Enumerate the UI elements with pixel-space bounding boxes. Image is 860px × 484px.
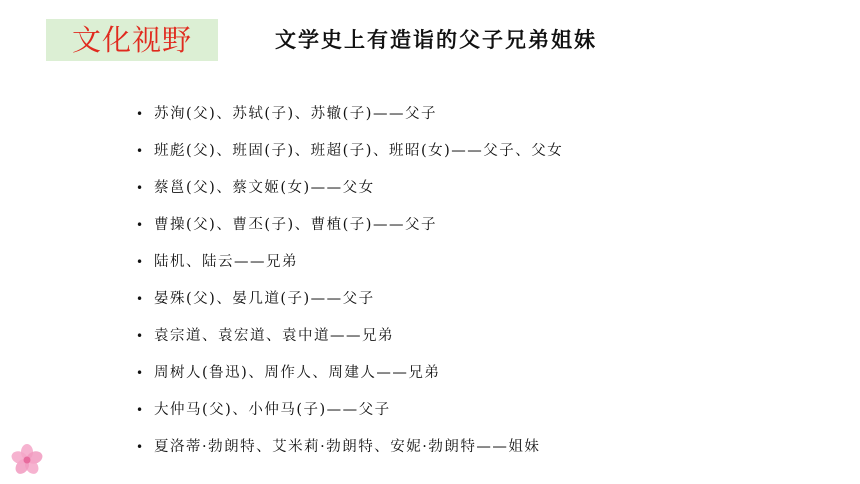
list-item-text: 陆机、陆云——兄弟 — [154, 254, 298, 270]
bullet-icon: • — [136, 144, 145, 158]
bullet-icon: • — [136, 329, 145, 343]
list-item-text: 曹操(父)、曹丕(子)、曹植(子)——父子 — [154, 217, 437, 233]
list-item — [136, 207, 563, 244]
list-item-text: 班彪(父)、班固(子)、班超(子)、班昭(女)——父子、父女 — [154, 143, 564, 159]
list-item-text: 袁宗道、袁宏道、袁中道——兄弟 — [154, 328, 394, 344]
family-list — [136, 96, 563, 466]
list-item-text: 夏洛蒂·勃朗特、艾米莉·勃朗特、安妮·勃朗特——姐妹 — [154, 439, 541, 455]
list-item — [136, 170, 563, 207]
section-tag: 文化视野 — [46, 19, 218, 61]
list-item — [136, 281, 563, 318]
bullet-icon: • — [136, 218, 145, 232]
slide-title: 文学史上有造诣的父子兄弟姐妹 — [275, 27, 597, 52]
list-item-text: 大仲马(父)、小仲马(子)——父子 — [154, 402, 391, 418]
list-item-text: 蔡邕(父)、蔡文姬(女)——父女 — [154, 180, 375, 196]
bullet-icon: • — [136, 107, 145, 121]
bullet-icon: • — [136, 292, 145, 306]
list-item-text: 晏殊(父)、晏几道(子)——父子 — [154, 291, 375, 307]
list-item-text: 周树人(鲁迅)、周作人、周建人——兄弟 — [154, 365, 441, 381]
list-item — [136, 96, 563, 133]
bullet-icon: • — [136, 403, 145, 417]
list-item — [136, 133, 563, 170]
list-item — [136, 392, 563, 429]
bullet-icon: • — [136, 255, 145, 269]
bullet-icon: • — [136, 366, 145, 380]
list-item-text: 苏洵(父)、苏轼(子)、苏辙(子)——父子 — [154, 106, 437, 122]
list-item — [136, 318, 563, 355]
list-item — [136, 355, 563, 392]
bullet-icon: • — [136, 181, 145, 195]
bullet-icon: • — [136, 440, 145, 454]
list-item — [136, 244, 563, 281]
flower-icon — [10, 443, 44, 477]
list-item — [136, 429, 563, 466]
